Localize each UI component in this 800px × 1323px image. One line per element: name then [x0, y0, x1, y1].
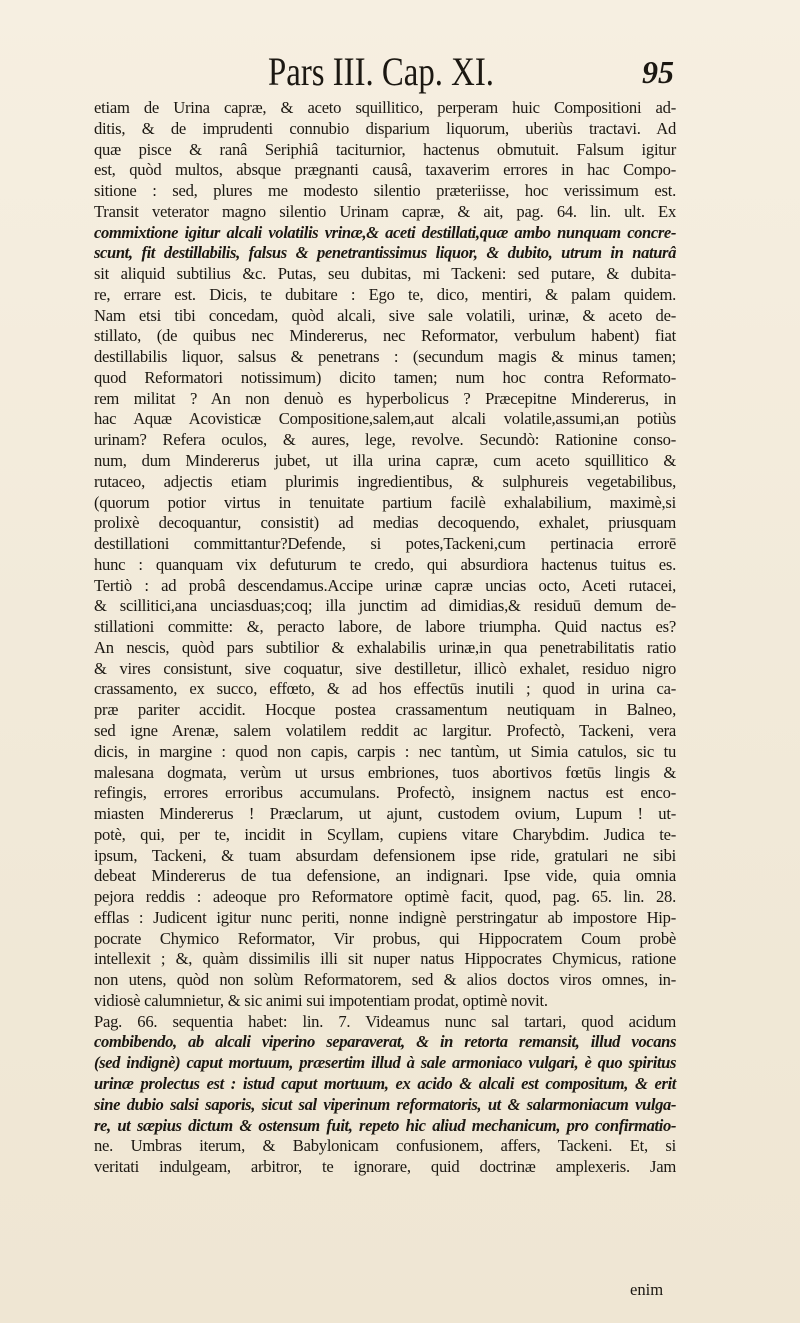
- text-line: Nam etsi tibi concedam, quòd alcali, sive sale volatili, urinæ, & aceto de-: [94, 305, 676, 325]
- text-line: sitione : sed, plures me modesto silentio præteriisse, hoc verissimum est.: [94, 181, 676, 201]
- text-line: stillationi committe: &, peracto labore, de labore triumpha. Quid nactus es?: [94, 617, 676, 637]
- text-line: potè, qui, per te, incidit in Scyllam, cupiens vitare Charybdim. Judica te-: [94, 824, 676, 844]
- text-line: re, ut sæpius dictum & ostensum fuit, repeto hic aliud mechanicum, pro confirmatio-: [94, 1115, 676, 1135]
- text-line: destillationi committantur?Defende, si potes,Tackeni,cum pertinacia errorē: [94, 534, 676, 554]
- text-line: malesana dogmata, verùm ut ursus embriones, tuos abortivos fœtūs lingis &: [94, 762, 676, 782]
- text-line: rutaceo, adjectis etiam plurimis ingredientibus, & sulphureis vegetabilibus,: [94, 471, 676, 491]
- text-line: combibendo, ab alcali viperino separaverat, & in retorta remansit, illud vocans: [94, 1032, 676, 1052]
- text-line: Pag. 66. sequentia habet: lin. 7. Videamus nunc sal tartari, quod acidum: [94, 1011, 676, 1031]
- text-line: ditis, & de imprudenti connubio disparium liquorum, uberiùs tractavi. Ad: [94, 118, 676, 138]
- text-line: num, dum Mindererus jubet, ut illa urina capræ, cum aceto squillitico &: [94, 451, 676, 471]
- text-line: & scillitici,ana unciasduas;coq; illa junctim ad dimidias,& residuū demum de-: [94, 596, 676, 616]
- text-line: vidiosè calumnietur, & sic animi sui impotentiam prodat, optimè novit.: [94, 990, 548, 1010]
- text-line: intellexit ; &, quàm dissimilis illi sit nuper natus Hippocrates Chymicus, ratione: [94, 949, 676, 969]
- text-line: dicis, in margine : quod non capis, carpis : nec tantùm, ut Simia catulos, sic tu: [94, 741, 676, 761]
- text-line: etiam de Urina capræ, & aceto squillitico, perperam huic Compositioni ad-: [94, 98, 676, 117]
- running-head: Pars III. Cap. XI.: [268, 49, 494, 94]
- text-line: destillabilis liquor, salsus & penetrans : (secundum magis & minus tamen;: [94, 347, 676, 367]
- text-line: rem militat ? An non denuò es hyperbolicus ? Præcepitne Mindererus, in: [94, 388, 676, 408]
- text-line: veritati indulgeam, arbitror, te ignorare, quid doctrinæ amplexeris. Jam: [94, 1157, 676, 1177]
- text-line: crassamento, ex succo, effœto, & ad hos effectūs inutili ; quod in urina ca-: [94, 679, 676, 699]
- text-line: & vires consistunt, sive coquatur, sive destilletur, illicò exhalet, residuo nigro: [94, 658, 676, 678]
- text-line: re, errare est. Dicis, te dubitare : Ego te, dico, mentiri, & palam quidem.: [94, 284, 676, 304]
- text-line: sine dubio salsi saporis, sicut sal viperinum reformatoris, ut & salarmoniacum vulga-: [94, 1094, 676, 1114]
- catchword: enim: [630, 1280, 664, 1299]
- text-line: miasten Mindererus ! Præclarum, ut ajunt, custodem ovium, Lupum ! ut-: [94, 804, 676, 824]
- text-line: debeat Mindererus de tua defensione, an indignari. Ipse vide, quia omnia: [94, 866, 676, 886]
- text-line: pejora reddis : adeoque pro Reformatore optimè facit, quod, pag. 65. lin. 28.: [94, 887, 676, 907]
- text-line: sed igne Arenæ, salem volatilem reddit ac largitur. Profectò, Tackeni, vera: [94, 720, 676, 740]
- text-line: ipsum, Tackeni, & tuam absurdam defensionem ipse ride, gratulari ne sibi: [94, 845, 676, 865]
- text-line: ne. Umbras iterum, & Babylonicam confusionem, affers, Tackeni. Et, si: [94, 1136, 676, 1156]
- text-line: sit aliquid subtilius &c. Putas, seu dubitas, mi Tackeni: sed putare, & dubita-: [94, 264, 676, 284]
- text-line: hac Aquæ Acovisticæ Compositione,salem,aut alcali volatile,assumi,an potiùs: [94, 409, 676, 429]
- text-line: (quorum potior virtus in tenuitate partium facilè exhalabilium, maximè,si: [94, 492, 676, 512]
- text-line: hunc : quanquam vix defuturum te credo, qui absurdiora hactenus tuitus es.: [94, 554, 676, 574]
- text-line: pocrate Chymico Reformator, Vir probus, qui Hippocratem Coum probè: [94, 928, 676, 948]
- page-header: [96, 48, 674, 98]
- page-number: 95: [642, 54, 674, 90]
- body-text: [94, 98, 676, 1178]
- text-line: efflas : Judicent igitur nunc periti, nonne indignè perstringatur ab impostore Hip-: [94, 907, 676, 927]
- text-line: commixtione igitur alcali volatilis vrinæ,& aceti destillati,quæ ambo nunquam concre-: [94, 222, 676, 242]
- text-line: est, quòd multos, absque prægnanti causâ, taxaverim errores in hac Compo-: [94, 160, 676, 180]
- text-line: refingis, errores erroribus accumulans. Profectò, insignem nactus est enco-: [94, 783, 676, 803]
- text-line: non utens, quòd non solùm Reformatorem, sed & alios doctos viros omnes, in-: [94, 970, 676, 990]
- text-line: præ pariter accidit. Hocque postea crassamentum neutiquam in Balneo,: [94, 700, 676, 720]
- text-line: scunt, fit destillabilis, falsus & penetrantissimus liquor, & dubito, utrum in naturâ: [94, 243, 676, 263]
- text-line: An nescis, quòd pars subtilior & exhalabilis urinæ,in qua penetrabilitatis ratio: [94, 637, 676, 657]
- text-line: quæ pisce & ranâ Seriphiâ taciturnior, hactenus obmutuit. Falsum igitur: [94, 139, 676, 159]
- text-line: prolixè decoquantur, consistit) ad medias decoquendo, exhalet, priusquam: [94, 513, 676, 533]
- text-line: Transit veterator magno silentio Urinam capræ, & ait, pag. 64. lin. ult. Ex: [94, 201, 676, 221]
- text-line: stillato, (de quibus nec Mindererus, nec Reformator, verbulum habent) fiat: [94, 326, 676, 346]
- text-line: Tertiò : ad probâ descendamus.Accipe urinæ capræ uncias octo, Aceti rutacei,: [94, 575, 676, 595]
- text-line: quod Reformatori notissimum) dicito tamen; num hoc contra Reformato-: [94, 367, 676, 387]
- text-line: urinam? Refera oculos, & aures, lege, revolve. Secundò: Rationine conso-: [94, 430, 676, 450]
- text-line: urinæ prolectus est : istud caput mortuum, ex acido & alcali est compositum, & erit: [94, 1073, 676, 1093]
- text-line: (sed indignè) caput mortuum, præsertim illud à sale armoniaco vulgari, è quo spiritus: [94, 1053, 676, 1073]
